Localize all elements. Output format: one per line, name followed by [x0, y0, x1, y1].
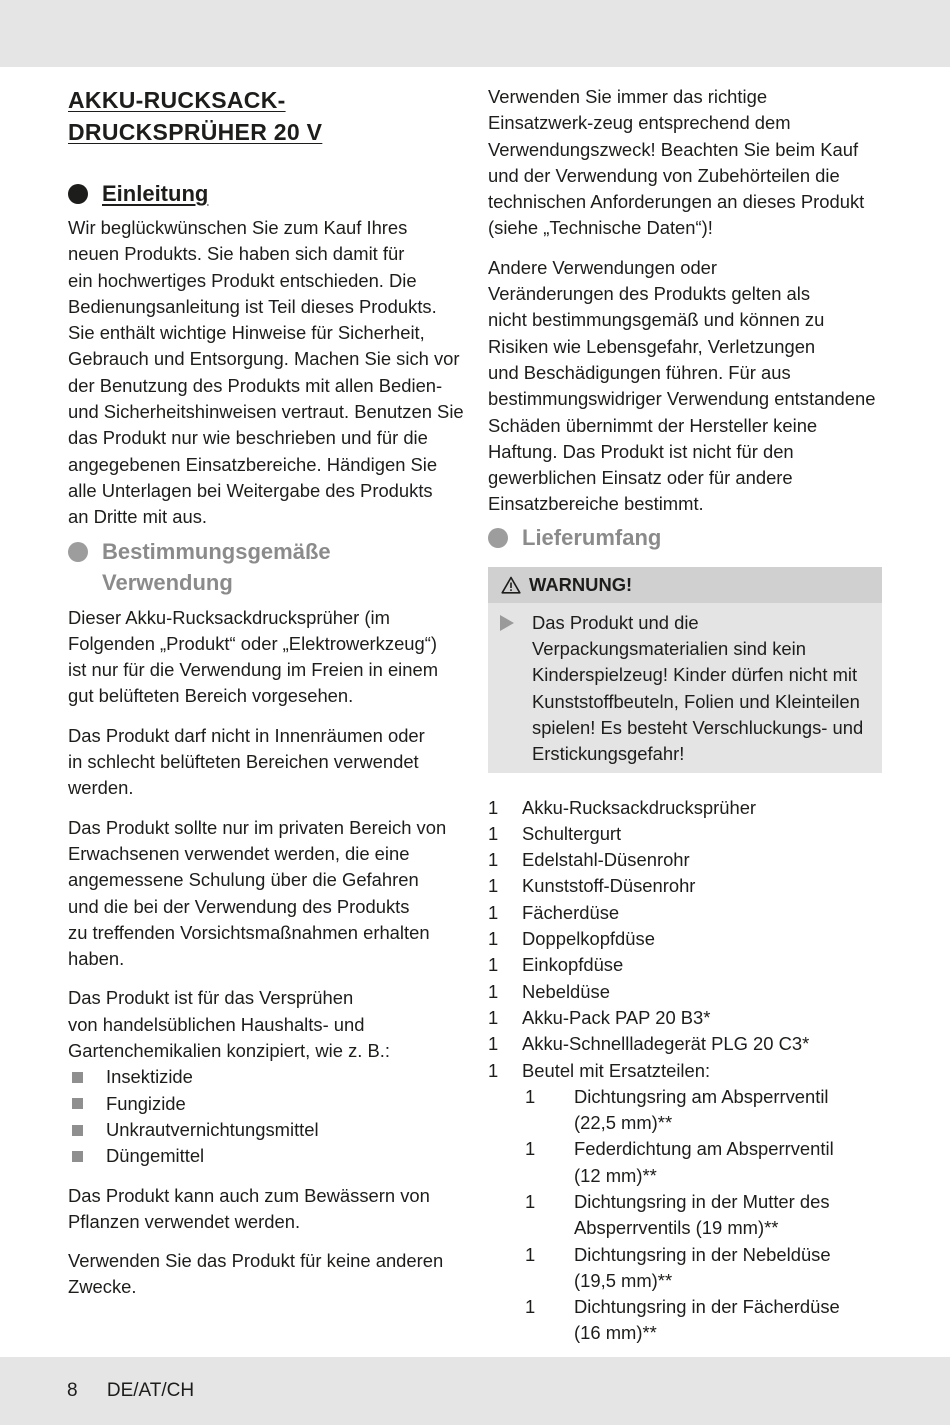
item-name-line-2: (16 mm)**: [574, 1322, 657, 1344]
item-name: Akku-Pack PAP 20 B3*: [522, 1006, 711, 1028]
item-name-line-2: (12 mm)**: [574, 1164, 657, 1186]
text-line: Andere Verwendungen oder: [488, 256, 718, 278]
list-item: [68, 1064, 468, 1090]
text-line: Das Produkt kann auch zum Bewässern von: [68, 1184, 430, 1206]
text-line: gut belüfteten Bereich vorgesehen.: [68, 685, 354, 707]
section-heading-lieferumfang: [488, 522, 882, 553]
text-line: Verpackungsmaterialien sind kein: [532, 638, 806, 660]
text-line: Einsatzwerk-zeug entsprechend dem: [488, 112, 791, 134]
text-line: Das Produkt und die: [532, 611, 699, 633]
text-line: angemessene Schulung über die Gefahren: [68, 869, 419, 891]
list-item: [488, 952, 882, 978]
text-line: Pflanzen verwendet werden.: [68, 1210, 301, 1232]
text-line: Gartenchemikalien konzipiert, wie z. B.:: [68, 1040, 390, 1062]
item-name: [574, 1294, 840, 1347]
text-line: und die bei der Verwendung des Produkts: [68, 895, 410, 917]
item-quantity: 1: [488, 928, 499, 950]
heading-text: Einleitung: [102, 181, 209, 206]
item-name: Einkopfdüse: [522, 954, 624, 976]
top-bar: [0, 0, 950, 67]
item-name-line-1: Dichtungsring am Absperrventil: [574, 1085, 829, 1107]
text-line: Bedienungsanleitung ist Teil dieses Produkts.: [68, 295, 437, 317]
list-item: [488, 1031, 882, 1057]
text-line: Das Produkt darf nicht in Innenräumen oder: [68, 724, 425, 746]
warning-title: WARNUNG!: [529, 573, 633, 595]
warning-box: [488, 567, 882, 773]
use-paragraph-5: [68, 1183, 468, 1236]
section-bullet-icon: [488, 528, 508, 548]
item-quantity: 1: [488, 822, 499, 844]
text-line: Wir beglückwünschen Sie zum Kauf Ihres: [68, 217, 408, 238]
item-quantity: 1: [488, 1033, 499, 1055]
left-column: [68, 84, 468, 1301]
item-quantity: 1: [488, 849, 499, 871]
item-quantity: 1: [525, 1138, 536, 1160]
right-column: [488, 84, 882, 1347]
text-line: Erstickungsgefahr!: [532, 743, 685, 765]
item-name-line-2: (19,5 mm)**: [574, 1269, 673, 1291]
item-quantity: 1: [488, 980, 499, 1002]
text-line: das Produkt nur wie beschrieben und für die: [68, 427, 428, 449]
text-line: ist nur für die Verwendung im Freien in einem: [68, 659, 439, 681]
text-line: Schäden übernimmt der Hersteller keine: [488, 414, 818, 436]
text-line: und der Verwendung von Zubehörteilen die: [488, 164, 840, 186]
list-item: [488, 1005, 882, 1031]
text-line: Dieser Akku-Rucksackdrucksprüher (im: [68, 606, 390, 628]
item-name: [574, 1189, 830, 1242]
square-bullet-icon: [72, 1151, 83, 1162]
item-quantity: 1: [525, 1190, 536, 1212]
title-line-2: DRUCKSPRÜHER 20 V: [68, 119, 323, 145]
document-title: [68, 84, 468, 148]
item-name: [574, 1136, 834, 1189]
text-line: und Beschädigungen führen. Für aus: [488, 361, 791, 383]
text-line: Das Produkt ist für das Versprühen: [68, 987, 354, 1009]
text-line: in schlecht belüfteten Bereichen verwendet: [68, 751, 419, 773]
text-line: Verwenden Sie das Produkt für keine anderen: [68, 1250, 444, 1272]
arrow-bullet-icon: [500, 615, 514, 631]
item-quantity: 1: [525, 1243, 536, 1265]
list-item: [488, 926, 882, 952]
list-item: [525, 1136, 882, 1189]
text-line: zu treffenden Vorsichtsmaßnahmen erhalten: [68, 921, 430, 943]
item-name: [574, 1084, 829, 1137]
use-paragraph-4: [68, 985, 468, 1064]
text-line: Folgenden „Produkt“ oder „Elektrowerkzeug“): [68, 632, 437, 654]
list-item: [525, 1242, 882, 1295]
item-name-line-2: Absperrventils (19 mm)**: [574, 1217, 779, 1239]
section-heading-einleitung: [68, 178, 468, 209]
item-name-line-1: Dichtungsring in der Nebeldüse: [574, 1243, 831, 1265]
list-item: [525, 1084, 882, 1137]
right-paragraph-2: [488, 255, 882, 518]
text-line: bestimmungswidriger Verwendung entstandene: [488, 388, 876, 410]
item-name: Akku-Rucksackdrucksprüher: [522, 796, 757, 818]
chemicals-list: [68, 1064, 468, 1169]
text-line: an Dritte mit aus.: [68, 506, 207, 528]
text-line: und Sicherheitshinweisen vertraut. Benutzen Sie: [68, 401, 464, 423]
text-line: nicht bestimmungsgemäß und können zu: [488, 309, 825, 331]
text-line: Gebrauch und Entsorgung. Machen Sie sich vor: [68, 348, 460, 370]
item-name: Kunststoff-Düsenrohr: [522, 875, 696, 897]
list-item-label: Düngemittel: [106, 1145, 205, 1167]
text-line: alle Unterlagen bei Weitergabe des Produkts: [68, 479, 433, 501]
right-paragraph-1: [488, 84, 882, 242]
item-quantity: 1: [488, 796, 499, 818]
page-number: 8: [67, 1380, 78, 1401]
item-quantity: 1: [488, 954, 499, 976]
scope-of-delivery-list: [488, 795, 882, 1084]
text-line: ein hochwertiges Produkt entschieden. Die: [68, 269, 417, 291]
text-line: Kunststoffbeuteln, Folien und Kleinteilen: [532, 690, 860, 712]
list-item: [488, 821, 882, 847]
text-line: haben.: [68, 948, 125, 970]
text-line: Kinderspielzeug! Kinder dürfen nicht mit: [532, 664, 858, 686]
spare-parts-list: [525, 1084, 882, 1347]
text-line: (siehe „Technische Daten“)!: [488, 217, 713, 239]
square-bullet-icon: [72, 1125, 83, 1136]
list-item-label: Unkrautvernichtungsmittel: [106, 1118, 319, 1140]
list-item: [525, 1189, 882, 1242]
item-quantity: 1: [488, 1059, 499, 1081]
item-name-line-1: Dichtungsring in der Fächerdüse: [574, 1296, 840, 1318]
text-line: Verwenden Sie immer das richtige: [488, 86, 768, 107]
list-item: [488, 1058, 882, 1084]
list-item-label: Fungizide: [106, 1092, 186, 1114]
text-line: Das Produkt sollte nur im privaten Bereich von: [68, 816, 447, 838]
item-quantity: 1: [525, 1296, 536, 1318]
list-item: [525, 1294, 882, 1347]
text-line: gewerblichen Einsatz oder für andere: [488, 467, 793, 489]
country-codes: DE/AT/CH: [106, 1380, 195, 1401]
text-line: Einsatzbereiche bestimmt.: [488, 493, 704, 515]
text-line: der Benutzung des Produkts mit allen Bedien-: [68, 374, 443, 396]
item-quantity: 1: [488, 875, 499, 897]
item-name: Doppelkopfdüse: [522, 928, 655, 950]
item-quantity: 1: [525, 1085, 536, 1107]
text-line: Erwachsenen verwendet werden, die eine: [68, 842, 410, 864]
list-item: [488, 979, 882, 1005]
use-paragraph-1: [68, 605, 468, 710]
list-item: [488, 795, 882, 821]
section-bullet-icon: [68, 184, 88, 204]
text-line: angegebenen Einsatzbereiche. Händigen Sie: [68, 453, 438, 475]
intro-paragraph: [68, 215, 468, 531]
warning-triangle-icon: [501, 576, 521, 594]
page-footer: [67, 1377, 194, 1405]
item-name: [574, 1242, 831, 1295]
square-bullet-icon: [72, 1072, 83, 1083]
list-item: [68, 1091, 468, 1117]
text-line: Zwecke.: [68, 1276, 137, 1298]
text-line: werden.: [68, 777, 134, 799]
list-item: [488, 873, 882, 899]
text-line: Sie enthält wichtige Hinweise für Sicherheit,: [68, 322, 425, 344]
heading-line-2: Verwendung: [102, 569, 233, 595]
item-name: Schultergurt: [522, 822, 622, 844]
list-item: [68, 1117, 468, 1143]
text-line: Haftung. Das Produkt ist nicht für den: [488, 440, 794, 462]
use-paragraph-3: [68, 815, 468, 973]
text-line: technischen Anforderungen an dieses Produkt: [488, 191, 865, 213]
item-name: Nebeldüse: [522, 980, 610, 1002]
list-item: [68, 1143, 468, 1169]
list-item-label: Insektizide: [106, 1066, 193, 1088]
item-name: Akku-Schnellladegerät PLG 20 C3*: [522, 1033, 810, 1055]
heading-line-1: Bestimmungsgemäße: [102, 538, 331, 564]
text-line: Verwendungszweck! Beachten Sie beim Kauf: [488, 138, 859, 160]
item-name-line-1: Dichtungsring in der Mutter des: [574, 1190, 830, 1212]
title-line-1: AKKU-RUCKSACK-: [68, 87, 286, 113]
heading-text: Lieferumfang: [522, 524, 662, 550]
text-line: Veränderungen des Produkts gelten als: [488, 283, 811, 305]
item-quantity: 1: [488, 901, 499, 923]
text-line: neuen Produkts. Sie haben sich damit für: [68, 243, 405, 265]
list-item: [488, 847, 882, 873]
item-name-line-2: (22,5 mm)**: [574, 1112, 673, 1134]
square-bullet-icon: [72, 1098, 83, 1109]
warning-header: [488, 567, 882, 603]
item-name: Fächerdüse: [522, 901, 620, 923]
text-line: Risiken wie Lebensgefahr, Verletzungen: [488, 335, 816, 357]
list-item: [488, 900, 882, 926]
item-quantity: 1: [488, 1006, 499, 1028]
use-paragraph-2: [68, 723, 468, 802]
section-heading-bestimmungsgemaesse-verwendung: [68, 536, 468, 598]
heading-text: [102, 536, 331, 598]
text-line: spielen! Es besteht Verschluckungs- und: [532, 716, 864, 738]
warning-text: [532, 610, 863, 768]
text-line: von handelsüblichen Haushalts- und: [68, 1013, 365, 1035]
item-name-line-1: Federdichtung am Absperrventil: [574, 1138, 834, 1160]
section-bullet-icon: [68, 542, 88, 562]
use-paragraph-6: [68, 1248, 468, 1301]
item-name: Beutel mit Ersatzteilen:: [522, 1059, 711, 1081]
item-name: Edelstahl-Düsenrohr: [522, 849, 690, 871]
warning-body: [488, 603, 882, 773]
